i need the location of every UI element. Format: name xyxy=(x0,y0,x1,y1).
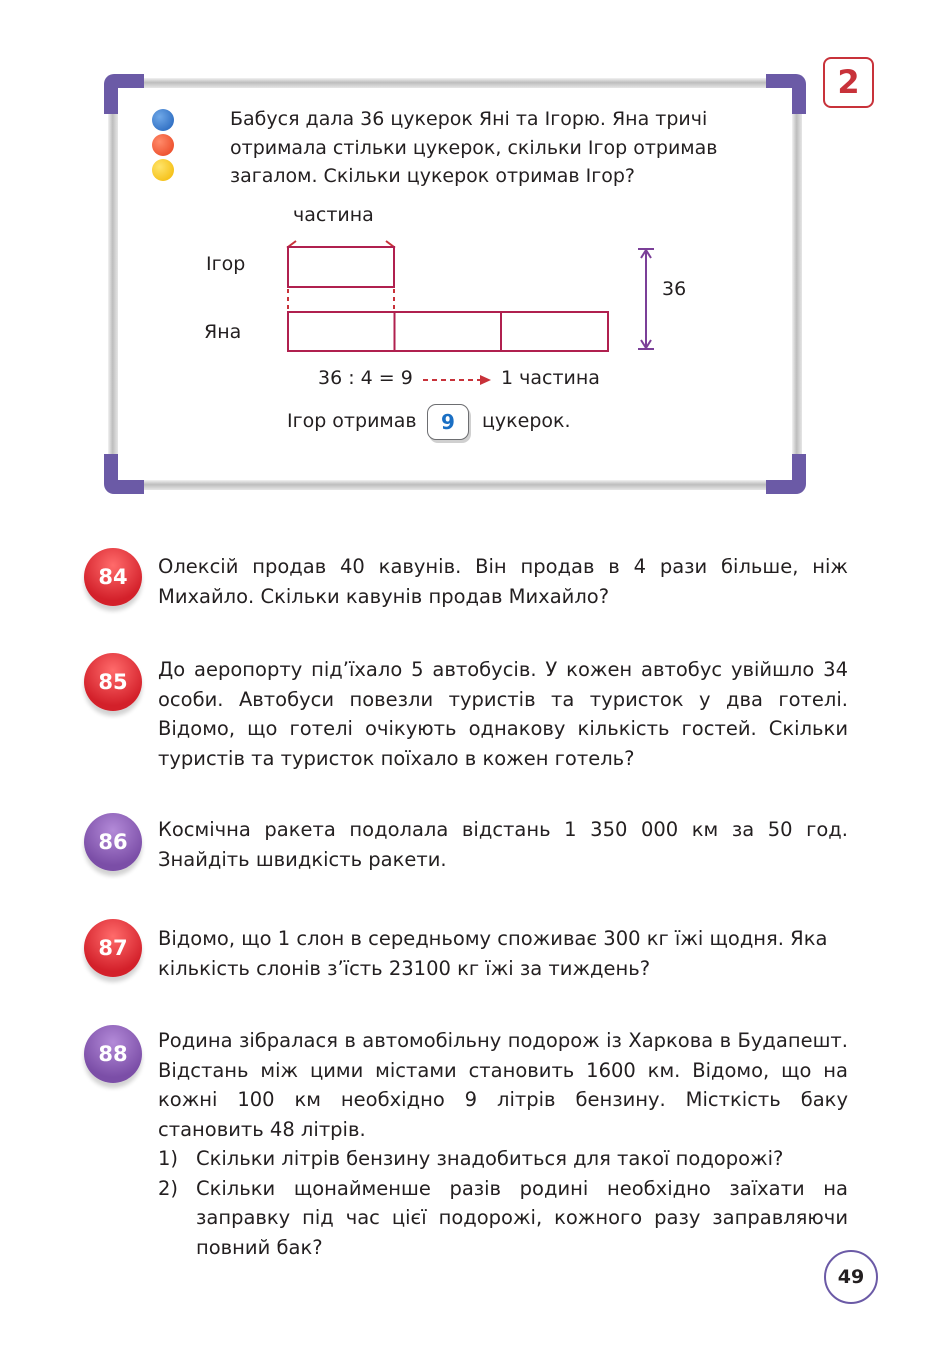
task-text: Відомо, що 1 слон в середньому споживає 300 кг їжі щодня. Яка кількість слонів з’їсть 23100 кг їжі за тиждень? xyxy=(158,927,828,980)
subquestion xyxy=(158,1144,848,1174)
one-part-result: 1 частина xyxy=(501,367,600,389)
subquestion-number: 1) xyxy=(158,1147,179,1170)
task-number-badge: 88 xyxy=(84,1025,142,1083)
task-88-block xyxy=(158,1026,848,1262)
task-text: Родина зібралася в автомобільну подорож із Харкова в Будапешт. Відстань між цими містами становить 1600 км. Відомо, що на кожні 100 км необхідно 9 літрів бензину. Місткість баку становить 48 літрів. xyxy=(158,1029,848,1141)
subquestion xyxy=(158,1174,848,1263)
total-arrow xyxy=(638,249,654,349)
igor-label: Ігор xyxy=(206,253,246,275)
yana-label: Яна xyxy=(204,321,242,343)
example-problem: Бабуся дала 36 цукерок Яні та Ігорю. Яна тричі отримала стільки цукерок, скільки Ігор отримав загалом. Скільки цукерок отримав Ігор? xyxy=(230,108,718,187)
answer-box: 9 xyxy=(427,404,469,440)
total-label: 36 xyxy=(662,278,687,300)
page-number: 49 xyxy=(824,1250,878,1304)
yana-bar xyxy=(288,312,608,351)
section-badge: 2 xyxy=(823,57,874,108)
task-text: Олексій продав 40 кавунів. Він продав в 4 рази більше, ніж Михайло. Скільки кавунів продав Михайло? xyxy=(158,555,848,608)
task-text: До аеропорту під’їхало 5 автобусів. У кожен автобус увійшло 34 особи. Автобуси повезли туристів та туристок у два готелі. Відомо, що готелі очікують однакову кількість гостей. Скільки туристів та туристок поїхало в кожен готель? xyxy=(158,658,848,770)
task-number-badge: 85 xyxy=(84,653,142,711)
subquestion-text: Скільки щонайменше разів родині необхідно заїхати на заправку під час цієї подорожі, кожного разу заправляючи повний бак? xyxy=(196,1176,848,1259)
task-number-badge: 86 xyxy=(84,813,142,871)
subquestion-text: Скільки літрів бензину знадобиться для такої подорожі? xyxy=(196,1147,784,1170)
bar-diagram xyxy=(0,0,935,520)
division-equation: 36 : 4 = 9 xyxy=(318,367,413,389)
task-number-badge: 84 xyxy=(84,548,142,606)
task-number-badge: 87 xyxy=(84,919,142,977)
answer-suffix: цукерок. xyxy=(482,410,571,432)
answer-prefix: Ігор отримав xyxy=(287,410,417,432)
task-text: Космічна ракета подолала відстань 1 350 000 км за 50 год. Знайдіть швидкість ракети. xyxy=(158,818,848,871)
dashed-arrow-icon xyxy=(423,375,491,385)
igor-bar xyxy=(288,247,394,287)
part-label: частина xyxy=(293,204,374,226)
subquestion-number: 2) xyxy=(158,1176,179,1200)
